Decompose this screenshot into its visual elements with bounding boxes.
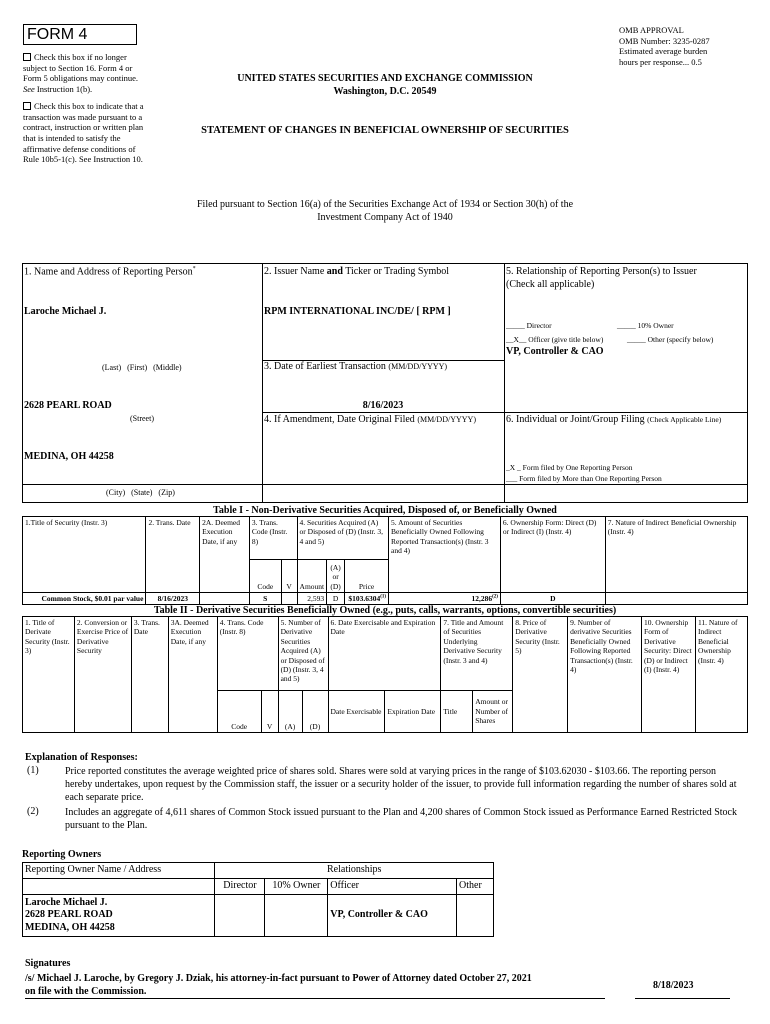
officer-option: __X__ Officer (give title below) <box>506 335 604 344</box>
t2-h-underlying: 7. Title and Amount of Securities Underlying Derivative Security (Instr. 3 and 4) <box>441 617 513 691</box>
multi-person-option: ___ Form filed by More than One Reporting Person <box>506 474 662 483</box>
checkbox-section16: Check this box if no longer subject to Section 16. Form 4 or Form 5 obligations may continue. See Instruction 1(b). <box>23 52 138 94</box>
t1-nature <box>605 593 747 605</box>
t1-h-acquired: 4. Securities Acquired (A) or Disposed of (D) (Instr. 3, 4 and 5) <box>297 517 389 560</box>
t1-sub-code: Code <box>249 560 281 593</box>
signature-text: /s/ Michael J. Laroche, by Gregory J. Dziak, his attorney-in-fact pursuant to Power of Attorney dated October 27, 2021 on file with the Commission. <box>25 973 532 997</box>
t2-sub-code: Code <box>217 691 261 733</box>
footnote-1-text: Price reported constitutes the average weighted price of shares sold. Shares were sold at varying prices in the range of $103.62030 - $103.66. The reporting person hereby undertakes, upon request by the Commission staff, the issuer or a security holder of the issuer, to provide full information regarding the number of shares sold at each separate price. <box>65 766 737 803</box>
box4-label: 4. If Amendment, Date Original Filed (MM/DD/YYYY) <box>264 414 476 425</box>
t1-h-form: 6. Ownership Form: Direct (D) or Indirect (I) (Instr. 4) <box>500 517 605 593</box>
owners-h-officer: Officer <box>328 879 457 895</box>
t1-form: D <box>500 593 605 605</box>
officer-title: VP, Controller & CAO <box>506 346 604 357</box>
t1-date: 8/16/2023 <box>146 593 200 605</box>
owners-h-rel: Relationships <box>215 863 494 879</box>
t2-h-owned: 9. Number of derivative Securities Beneficially Owned Following Reported Transaction(s) (Instr. 4) <box>568 617 642 733</box>
box5-label: 5. Relationship of Reporting Person(s) to Issuer (Check all applicable) <box>506 266 697 290</box>
t1-security: Common Stock, $0.01 par value <box>23 593 146 605</box>
reporting-person-name: Laroche Michael J. <box>24 306 107 317</box>
checkbox-10b5-1: Check this box to indicate that a transaction was made pursuant to a contract, instruction or written plan that is intended to satisfy the affirmative defense conditions of Rule 10b5-1(c). See Instruction 10. <box>23 101 144 165</box>
t2-h-code: 4. Trans. Code (Instr. 8) <box>217 617 278 691</box>
owner-address: Laroche Michael J. 2628 PEARL ROAD MEDINA, OH 44258 <box>23 895 215 937</box>
earliest-transaction-date: 8/16/2023 <box>362 400 404 411</box>
t2-h-price: 8. Price of Derivative Security (Instr. 5) <box>513 617 568 733</box>
t1-h-title: 1.Title of Security (Instr. 3) <box>23 517 146 593</box>
t1-price: $103.6304$^{(1)}$ <box>345 593 389 605</box>
t2-h-form: 10. Ownership Form of Derivative Security: Direct (D) or Indirect (I) (Instr. 4) <box>642 617 696 733</box>
owner-officer: VP, Controller & CAO <box>328 895 457 937</box>
t2-sub-a: (A) <box>278 691 302 733</box>
reporting-person-street: 2628 PEARL ROAD <box>24 400 112 411</box>
table1-title: Table I - Non-Derivative Securities Acquired, Disposed of, or Beneficially Owned <box>213 505 557 516</box>
t1-h-owned: 5. Amount of Securities Beneficially Owned Following Reported Transaction(s) (Instr. 3 and 4) <box>389 517 501 593</box>
reporting-person-city: MEDINA, OH 44258 <box>24 451 114 462</box>
t2-sub-v: V <box>261 691 278 733</box>
one-person-option: _X _ Form filed by One Reporting Person <box>506 463 633 472</box>
name-parts-label: (Last) (First) (Middle) <box>102 363 182 372</box>
owners-h-ten: 10% Owner <box>265 879 328 895</box>
ten-percent-option: _____ 10% Owner <box>617 321 674 330</box>
t2-sub-date-ex: Date Exercisable <box>328 691 385 733</box>
reporting-section <box>22 263 748 503</box>
owners-table <box>22 862 494 937</box>
date-line <box>635 998 730 999</box>
filed-pursuant: Filed pursuant to Section 16(a) of the Securities Exchange Act of 1934 or Section 30(h) of the Investment Company Act of 1940 <box>196 199 574 223</box>
t1-sub-price: Price <box>345 560 389 593</box>
issuer-name: RPM INTERNATIONAL INC/DE/ [ RPM ] <box>264 306 451 317</box>
footnote-1-number: (1) <box>27 765 39 776</box>
omb-approval: OMB APPROVAL OMB Number: 3235-0287 Estimated average burden hours per response... 0.5 <box>619 25 710 67</box>
t2-h-nature: 11. Nature of Indirect Beneficial Ownership (Instr. 4) <box>695 617 747 733</box>
t1-sub-ad: (A) or (D) <box>327 560 345 593</box>
director-option: _____ Director <box>506 321 552 330</box>
t1-deemed <box>200 593 250 605</box>
form-title: FORM 4 <box>23 24 137 45</box>
table-row <box>23 895 494 937</box>
explanation-title: Explanation of Responses: <box>25 752 138 763</box>
t1-sub-amount: Amount <box>297 560 327 593</box>
t1-ad: D <box>327 593 345 605</box>
box3-label: 3. Date of Earliest Transaction (MM/DD/YYYY) <box>264 361 448 372</box>
t2-h-number: 5. Number of Derivative Securities Acquired (A) or Disposed of (D) (Instr. 3, 4 and 5) <box>278 617 328 691</box>
signatures-title: Signatures <box>25 958 71 969</box>
t2-h-title: 1. Title of Derivate Security (Instr. 3) <box>23 617 75 733</box>
owners-h-director: Director <box>215 879 265 895</box>
owners-h-other: Other <box>457 879 494 895</box>
t1-code: S <box>249 593 281 605</box>
box1-label: 1. Name and Address of Reporting Person* <box>24 266 196 278</box>
t2-h-date: 3. Trans. Date <box>131 617 168 733</box>
t2-h-conversion: 2. Conversion or Exercise Price of Derivative Security <box>74 617 131 733</box>
footnote-2-text: Includes an aggregate of 4,611 shares of Common Stock issued pursuant to the Plan and 4,200 shares of Common Stock issued as Performance Earned Restricted Stock pursuant to the Plan. <box>65 807 737 831</box>
table-row <box>23 593 748 605</box>
t1-h-deemed: 2A. Deemed Execution Date, if any <box>200 517 250 593</box>
t1-owned: 12,286$^{(2)}$ <box>389 593 501 605</box>
table1 <box>22 516 748 605</box>
t2-h-exercisable: 6. Date Exercisable and Expiration Date <box>328 617 441 691</box>
table2-title: Table II - Derivative Securities Beneficially Owned (e.g., puts, calls, warrants, options, convertible securities) <box>153 605 617 616</box>
footnote-2-number: (2) <box>27 806 39 817</box>
t1-h-date: 2. Trans. Date <box>146 517 200 593</box>
owners-title: Reporting Owners <box>22 849 102 860</box>
t1-h-nature: 7. Nature of Indirect Beneficial Ownership (Instr. 4) <box>605 517 747 593</box>
t1-sub-v: V <box>281 560 297 593</box>
t2-sub-title: Title <box>441 691 473 733</box>
box2-label: 2. Issuer Name and Ticker or Trading Symbol <box>264 266 450 277</box>
t2-sub-amount: Amount or Number of Shares <box>473 691 513 733</box>
rule10b5-checkbox[interactable] <box>23 102 31 110</box>
other-option: _____ Other (specify below) <box>627 335 714 344</box>
t1-h-code: 3. Trans. Code (Instr. 8) <box>249 517 297 560</box>
owners-h-name: Reporting Owner Name / Address <box>23 863 215 879</box>
t2-sub-exp: Expiration Date <box>385 691 441 733</box>
street-label: (Street) <box>130 414 154 423</box>
city-label: (City) (State) (Zip) <box>106 488 175 497</box>
signature-line <box>25 998 605 999</box>
section16-checkbox[interactable] <box>23 53 31 61</box>
signature-date: 8/18/2023 <box>653 980 694 991</box>
agency-header: UNITED STATES SECURITIES AND EXCHANGE COMMISSION Washington, D.C. 20549 <box>237 73 533 97</box>
box6-label: 6. Individual or Joint/Group Filing (Check Applicable Line) <box>506 414 722 425</box>
statement-title: STATEMENT OF CHANGES IN BENEFICIAL OWNERSHIP OF SECURITIES <box>201 125 569 136</box>
t1-amount: 2,593 <box>297 593 327 605</box>
table2 <box>22 616 748 733</box>
t2-h-deemed: 3A. Deemed Execution Date, if any <box>168 617 217 733</box>
t1-v <box>281 593 297 605</box>
t2-sub-d: (D) <box>302 691 328 733</box>
